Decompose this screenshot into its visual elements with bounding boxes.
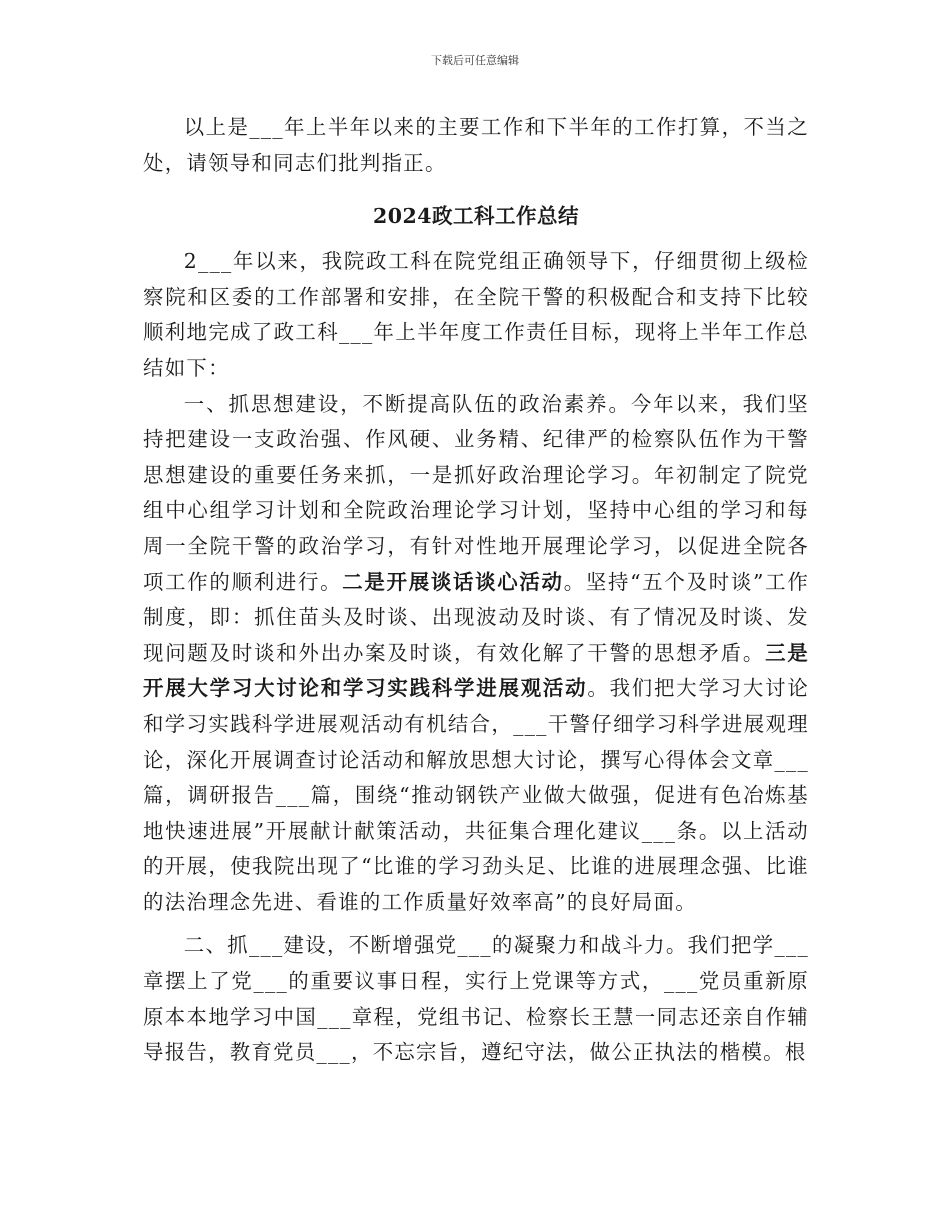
page-header: 下载后可任意编辑 — [431, 54, 519, 67]
section-one-text-1: 一、抓思想建设，不断提高队伍的政治素养。今年以来，我们坚持把建设一支政治强、作风硬、业务精、纪律严的检察队伍作为干警思想建设的重要任务来抓，一是抓好政治理论学习。年初制定了院党组中心组学习计划和全院政治理论学习计划，坚持中心组的学习和每周一全院干警的政治学习，有针对性地开展理论学习，以促进全院各项工作的顺利进行。 — [143, 391, 809, 594]
section-one-text-2: 。坚持“五个及时谈”工作制度，即：抓住苗头及时谈、出现波动及时谈、有了情况及时谈、发现问题及时谈和外出办案及时谈，有效化解了干警的思想矛盾。 — [143, 569, 810, 665]
document-title: 2024政工科工作总结 — [372, 204, 580, 229]
section-one-bold-2: 三是开展大学习大讨论和学习实践科学进展观活动 — [143, 640, 809, 701]
section-one-bold-1: 二是开展谈话谈心活动 — [342, 569, 564, 594]
closing-paragraph: 以上是___年上半年以来的主要工作和下半年的工作打算，不当之处，请领导和同志们批判指正。 — [143, 115, 809, 175]
section-one-paragraph — [143, 387, 809, 921]
document-body — [143, 110, 809, 1071]
intro-paragraph: 2___年以来，我院政工科在院党组正确领导下，仔细贯彻上级检察院和区委的工作部署和安排，在全院干警的积极配合和支持下比较顺利地完成了政工科___年上半年度工作责任目标，现将上半年工作总结如下： — [143, 249, 809, 380]
section-two-paragraph: 二、抓___建设，不断增强党___的凝聚力和战斗力。我们把学___章摆上了党___的重要议事日程，实行上党课等方式，___党员重新原原本本地学习中国___章程，党组书记、检察长王慧一同志还亲自作辅导报告，教育党员___，不忘宗旨，遵纪守法，做公正执法的楷模。根 — [143, 933, 809, 1065]
section-one-text-3: 。我们把大学习大讨论和学习实践科学进展观活动有机结合，___干警仔细学习科学进展观理论，深化开展调查讨论活动和解放思想大讨论，撰写心得体会文章___篇，调研报告___篇，围绕“推动钢铁产业做大做强，促进有色冶炼基地快速进展”开展献计献策活动，共征集合理化建议___条。以上活动的开展，使我院出现了“比谁的学习劲头足、比谁的进展理念强、比谁的法治理念先进、看谁的工作质量好效率高”的良好局面。 — [143, 676, 810, 914]
